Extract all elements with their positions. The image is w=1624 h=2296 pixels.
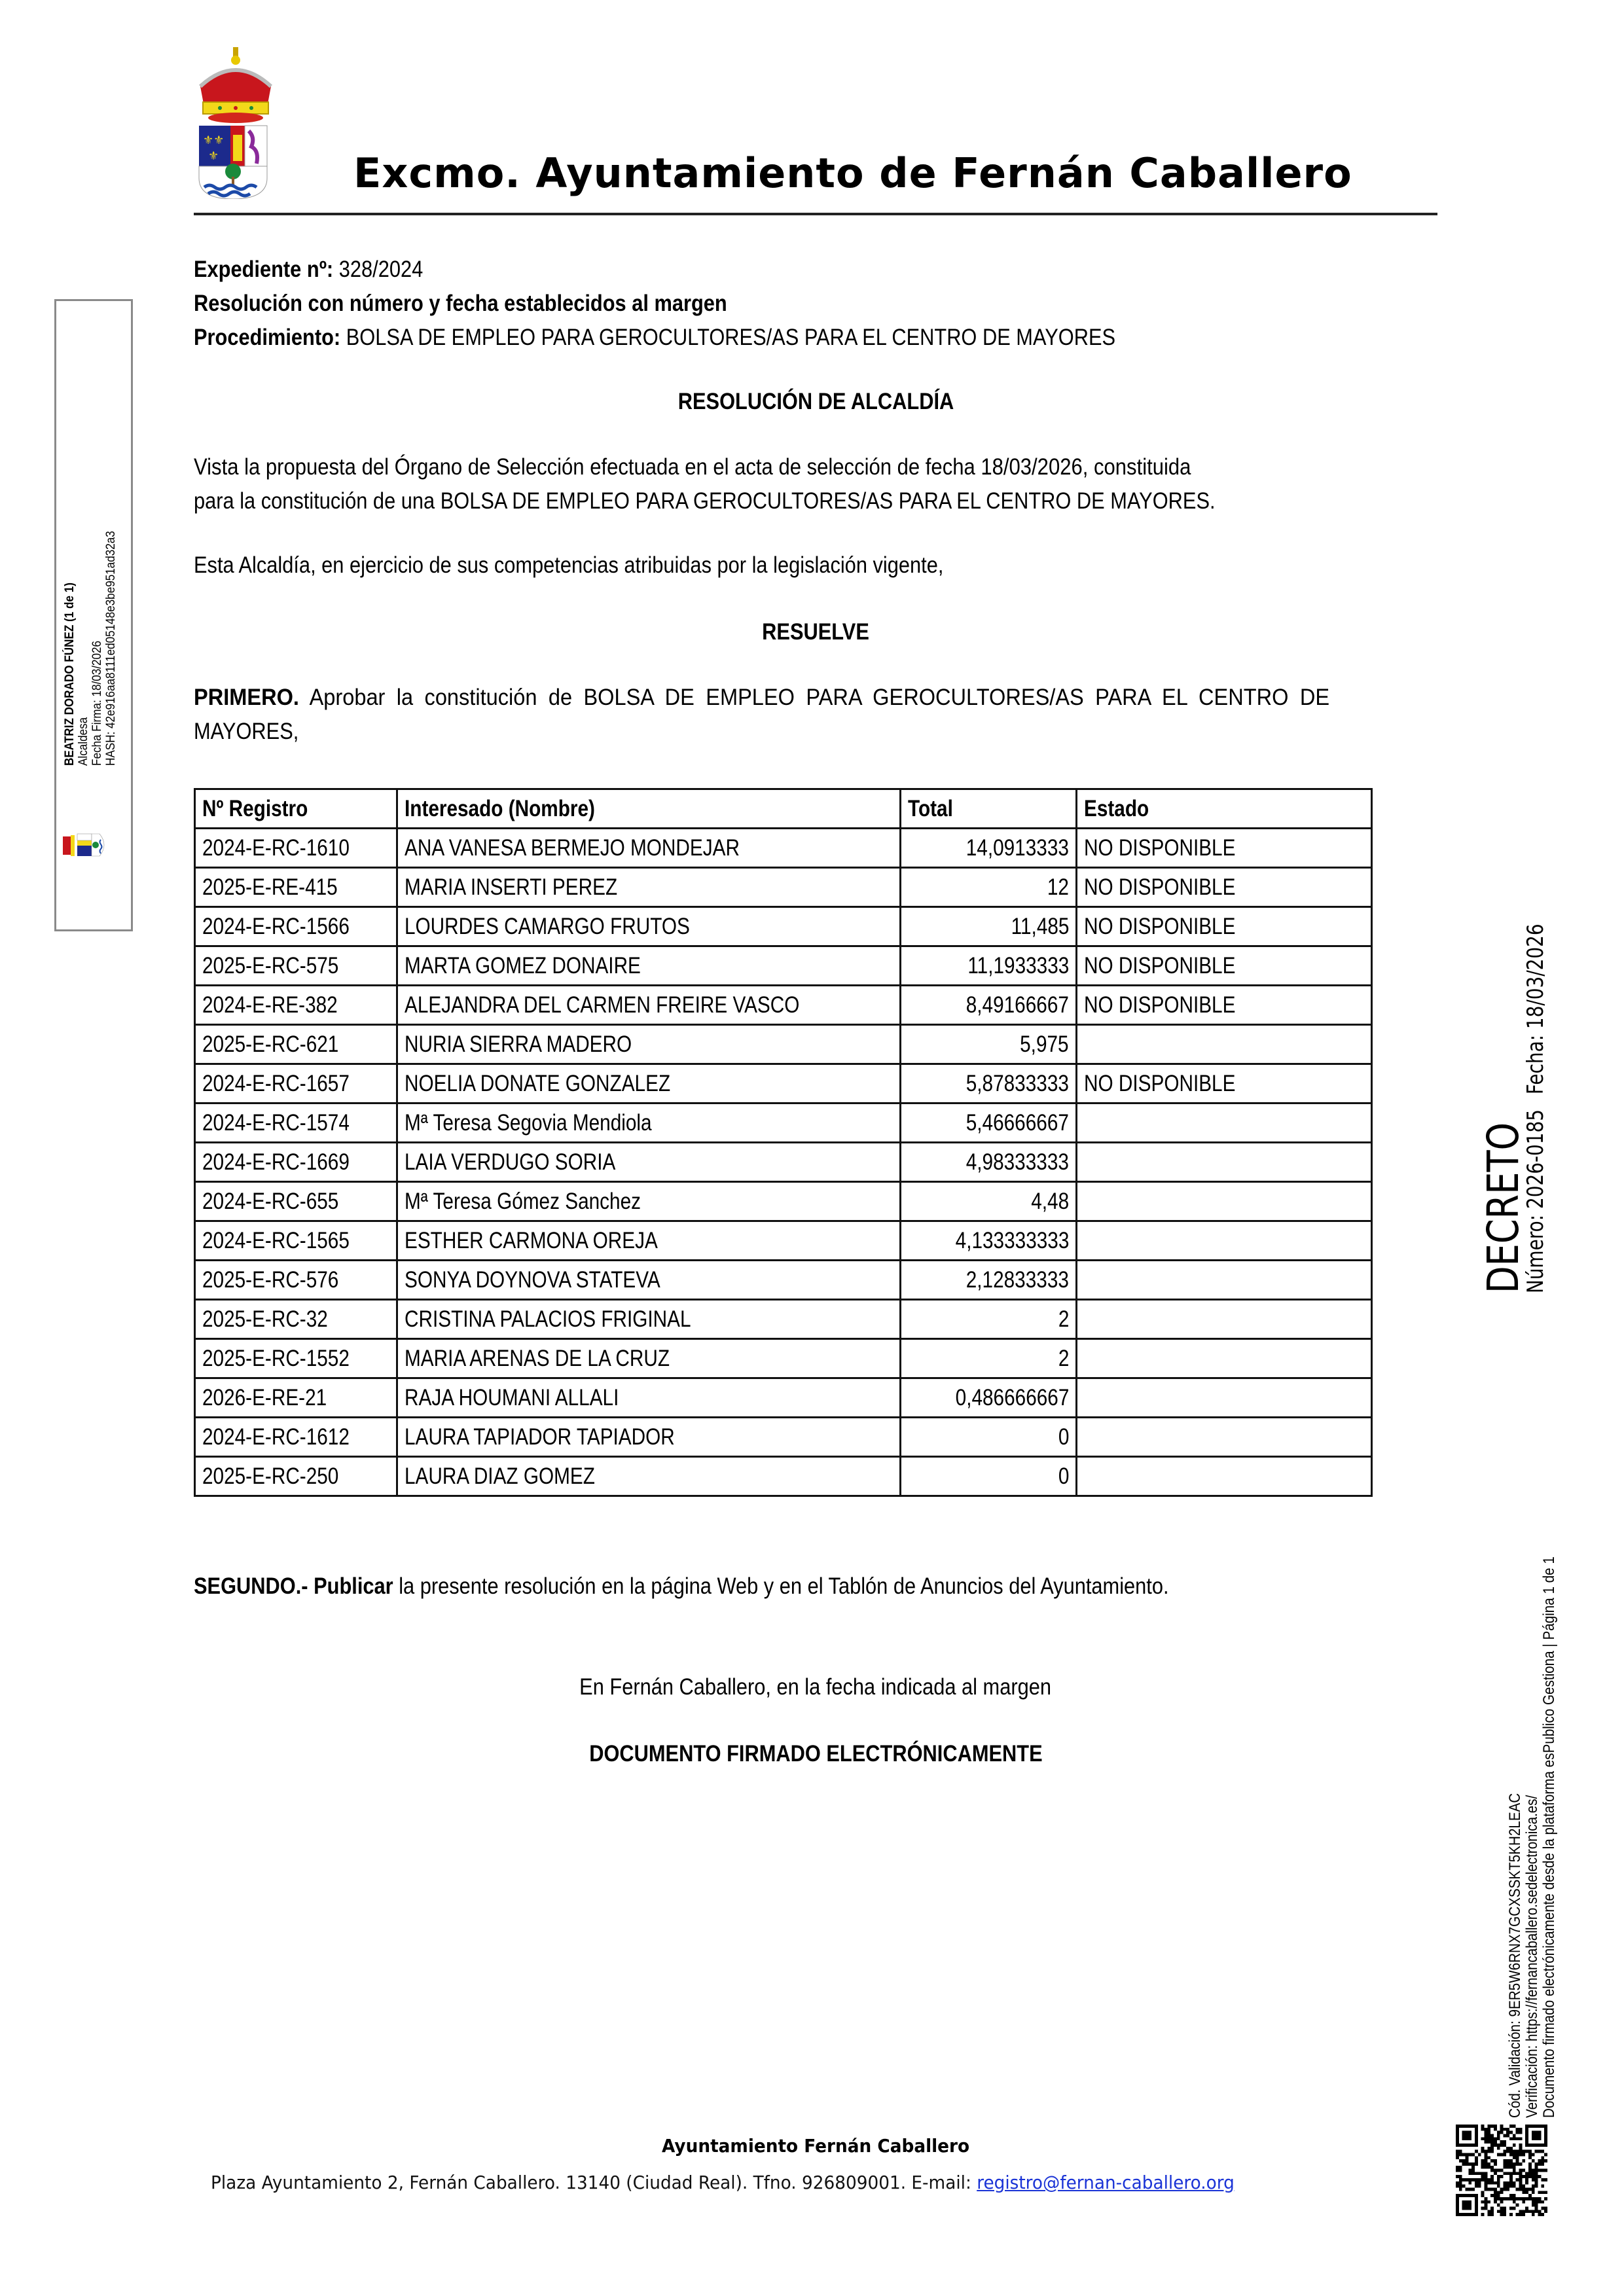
platform-note: Documento firmado electrónicamente desde la plataforma esPublico Gestiona | Página 1 de 1 — [1540, 1556, 1558, 2118]
cell-estado — [1077, 1103, 1372, 1143]
cell-total: 4,133333333 — [901, 1221, 1077, 1261]
procedimiento-value: BOLSA DE EMPLEO PARA GEROCULTORES/AS PARA EL CENTRO DE MAYORES — [340, 325, 1116, 350]
verification-url[interactable]: Verificación: https://fernancaballero.sedelectronica.es/ — [1523, 1795, 1541, 2118]
cell-total: 14,0913333 — [901, 829, 1077, 868]
table-row — [195, 1182, 1372, 1221]
cell-estado — [1077, 1300, 1372, 1339]
cell-registro: 2026-E-RE-21 — [195, 1378, 397, 1418]
validation-code: Cód. Validación: 9ER5W6RNX7GCXSSKT5KH2LEAC — [1506, 1793, 1524, 2118]
signature-date: Fecha Firma: 18/03/2026 — [90, 640, 104, 766]
column-header-nombre: Interesado (Nombre) — [397, 789, 901, 829]
cell-nombre: MARIA INSERTI PEREZ — [397, 868, 901, 907]
cell-total: 5,46666667 — [901, 1103, 1077, 1143]
header-divider — [194, 213, 1437, 215]
cell-estado: NO DISPONIBLE — [1077, 1064, 1372, 1103]
resuelve-text: RESUELVE — [762, 619, 869, 645]
procedimiento-line — [194, 321, 1288, 355]
paragraph-primero-line-2: MAYORES, — [194, 719, 299, 744]
paragraph-propuesta-line-2: para la constitución de una BOLSA DE EMPLEO PARA GEROCULTORES/AS PARA EL CENTRO DE MAYORES. — [194, 488, 1216, 514]
primero-label: PRIMERO. — [194, 685, 299, 710]
signer-role: Alcaldesa — [77, 717, 90, 766]
svg-text:⚜: ⚜ — [208, 149, 219, 163]
cell-registro: 2024-E-RE-382 — [195, 986, 397, 1025]
decreto-numero: Número: 2026-0185 — [1523, 1109, 1549, 1293]
coat-of-arms-icon — [194, 47, 279, 199]
paragraph-segundo-line — [194, 1570, 1288, 1604]
cell-registro: 2024-E-RC-1566 — [195, 907, 397, 946]
table-row — [195, 829, 1372, 868]
cell-registro: 2025-E-RE-415 — [195, 868, 397, 907]
paragraph-propuesta — [194, 450, 1437, 518]
cell-estado — [1077, 1143, 1372, 1182]
cell-registro: 2025-E-RC-250 — [195, 1457, 397, 1496]
table-row — [195, 946, 1372, 986]
footer-email-link[interactable]: registro@fernan-caballero.org — [977, 2172, 1235, 2193]
column-header-registro: Nº Registro — [195, 789, 397, 829]
decreto-stamp — [1478, 1085, 1528, 1293]
document-meta — [194, 253, 1437, 355]
paragraph-competencias-text: Esta Alcaldía, en ejercicio de sus competencias atribuidas por la legislación vigente, — [194, 552, 944, 578]
cell-registro: 2025-E-RC-575 — [195, 946, 397, 986]
cell-nombre: Mª Teresa Gómez Sanchez — [397, 1182, 901, 1221]
signed-note — [194, 1737, 1437, 1771]
cell-total: 5,87833333 — [901, 1064, 1077, 1103]
table-row — [195, 1457, 1372, 1496]
table-row — [195, 868, 1372, 907]
cell-total: 0 — [901, 1457, 1077, 1496]
cell-registro: 2025-E-RC-621 — [195, 1025, 397, 1064]
column-header-estado: Estado — [1077, 789, 1372, 829]
cell-total: 12 — [901, 868, 1077, 907]
signature-details — [63, 505, 118, 766]
cell-nombre: CRISTINA PALACIOS FRIGINAL — [397, 1300, 901, 1339]
cell-nombre: MARIA ARENAS DE LA CRUZ — [397, 1339, 901, 1378]
table-row — [195, 907, 1372, 946]
table-header-row — [195, 789, 1372, 829]
cell-nombre: LOURDES CAMARGO FRUTOS — [397, 907, 901, 946]
organization-title: Excmo. Ayuntamiento de Fernán Caballero — [353, 149, 1352, 197]
cell-total: 11,1933333 — [901, 946, 1077, 986]
cell-total: 2,12833333 — [901, 1261, 1077, 1300]
table-row — [195, 1300, 1372, 1339]
resuelve-heading — [194, 615, 1437, 649]
cell-total: 5,975 — [901, 1025, 1077, 1064]
cell-estado — [1077, 1457, 1372, 1496]
signature-hash: HASH: 42e916aa8111ed05148e3be951ad32a3 — [104, 531, 118, 766]
segundo-label: SEGUNDO.- Publicar — [194, 1573, 393, 1599]
paragraph-primero-line-1 — [194, 681, 1350, 715]
footer-address — [211, 2172, 1300, 2193]
resolution-title-text: RESOLUCIÓN DE ALCALDÍA — [677, 389, 954, 414]
cell-total: 8,49166667 — [901, 986, 1077, 1025]
cell-nombre: LAURA TAPIADOR TAPIADOR — [397, 1418, 901, 1457]
cell-estado: NO DISPONIBLE — [1077, 986, 1372, 1025]
cell-registro: 2024-E-RC-1565 — [195, 1221, 397, 1261]
closing-place-text: En Fernán Caballero, en la fecha indicada al margen — [579, 1674, 1052, 1700]
cell-estado: NO DISPONIBLE — [1077, 829, 1372, 868]
decreto-details — [1523, 842, 1549, 1293]
cell-registro: 2024-E-RC-1610 — [195, 829, 397, 868]
cell-total: 4,48 — [901, 1182, 1077, 1221]
footer-address-text: Plaza Ayuntamiento 2, Fernán Caballero. 13140 (Ciudad Real). Tfno. 926809001. E-mail: — [211, 2172, 977, 2193]
closing-place — [194, 1670, 1437, 1704]
cell-estado — [1077, 1221, 1372, 1261]
qr-code-icon — [1456, 2125, 1547, 2216]
cell-estado — [1077, 1418, 1372, 1457]
table-row — [195, 1025, 1372, 1064]
cell-estado — [1077, 1182, 1372, 1221]
candidates-table — [194, 788, 1373, 1497]
cell-registro: 2024-E-RC-1612 — [195, 1418, 397, 1457]
cell-estado — [1077, 1025, 1372, 1064]
cell-nombre: RAJA HOUMANI ALLALI — [397, 1378, 901, 1418]
cell-nombre: SONYA DOYNOVA STATEVA — [397, 1261, 901, 1300]
cell-nombre: Mª Teresa Segovia Mendiola — [397, 1103, 901, 1143]
cell-registro: 2024-E-RC-655 — [195, 1182, 397, 1221]
cell-nombre: ESTHER CARMONA OREJA — [397, 1221, 901, 1261]
resolution-title — [194, 385, 1437, 419]
cell-registro: 2025-E-RC-1552 — [195, 1339, 397, 1378]
cell-registro: 2025-E-RC-32 — [195, 1300, 397, 1339]
cell-total: 2 — [901, 1339, 1077, 1378]
cell-nombre: LAIA VERDUGO SORIA — [397, 1143, 901, 1182]
paragraph-segundo — [194, 1570, 1437, 1604]
cell-nombre: ANA VANESA BERMEJO MONDEJAR — [397, 829, 901, 868]
expediente-line — [194, 253, 1288, 287]
paragraph-primero — [194, 681, 1437, 749]
cell-nombre: NOELIA DONATE GONZALEZ — [397, 1064, 901, 1103]
cell-total: 0,486666667 — [901, 1378, 1077, 1418]
table-row — [195, 986, 1372, 1025]
table-row — [195, 1103, 1372, 1143]
cell-total: 11,485 — [901, 907, 1077, 946]
cell-estado: NO DISPONIBLE — [1077, 907, 1372, 946]
paragraph-propuesta-line-1: Vista la propuesta del Órgano de Selección efectuada en el acta de selección de fecha 18/03/2026, constituida — [194, 454, 1191, 480]
column-header-total: Total — [901, 789, 1077, 829]
table-row — [195, 1221, 1372, 1261]
decreto-fecha: Fecha: 18/03/2026 — [1523, 924, 1549, 1095]
resolucion-note: Resolución con número y fecha establecidos al margen — [194, 291, 727, 316]
cell-nombre: NURIA SIERRA MADERO — [397, 1025, 901, 1064]
verification-info — [1507, 1465, 1558, 2118]
procedimiento-label: Procedimiento: — [194, 325, 341, 350]
cell-estado: NO DISPONIBLE — [1077, 868, 1372, 907]
cell-total: 2 — [901, 1300, 1077, 1339]
cell-estado — [1077, 1261, 1372, 1300]
cell-total: 4,98333333 — [901, 1143, 1077, 1182]
footer-organization: Ayuntamiento Fernán Caballero — [661, 2135, 970, 2157]
table-row — [195, 1378, 1372, 1418]
expediente-label: Expediente nº: — [194, 257, 334, 282]
table-row — [195, 1064, 1372, 1103]
signer-name: BEATRIZ DORADO FÚNEZ (1 de 1) — [63, 583, 77, 766]
cell-nombre: MARTA GOMEZ DONAIRE — [397, 946, 901, 986]
primero-text: Aprobar la constitución de BOLSA DE EMPLEO PARA GEROCULTORES/AS PARA EL CENTRO DE — [298, 685, 1330, 710]
coat-of-arms-small-icon — [63, 825, 131, 867]
cell-registro: 2024-E-RC-1574 — [195, 1103, 397, 1143]
cell-registro: 2025-E-RC-576 — [195, 1261, 397, 1300]
cell-estado — [1077, 1378, 1372, 1418]
cell-nombre: LAURA DIAZ GOMEZ — [397, 1457, 901, 1496]
table-row — [195, 1339, 1372, 1378]
cell-total: 0 — [901, 1418, 1077, 1457]
paragraph-competencias — [194, 548, 1437, 583]
table-row — [195, 1143, 1372, 1182]
cell-estado: NO DISPONIBLE — [1077, 946, 1372, 986]
segundo-text: la presente resolución en la página Web y en el Tablón de Anuncios del Ayuntamiento. — [393, 1573, 1169, 1599]
cell-nombre: ALEJANDRA DEL CARMEN FREIRE VASCO — [397, 986, 901, 1025]
svg-text:⚜⚜: ⚜⚜ — [203, 134, 225, 147]
table-row — [195, 1261, 1372, 1300]
expediente-value: 328/2024 — [333, 257, 424, 282]
cell-estado — [1077, 1339, 1372, 1378]
table-row — [195, 1418, 1372, 1457]
signed-note-text: DOCUMENTO FIRMADO ELECTRÓNICAMENTE — [588, 1741, 1043, 1767]
cell-registro: 2024-E-RC-1657 — [195, 1064, 397, 1103]
cell-registro: 2024-E-RC-1669 — [195, 1143, 397, 1182]
decreto-title: DECRETO — [1478, 1122, 1528, 1293]
